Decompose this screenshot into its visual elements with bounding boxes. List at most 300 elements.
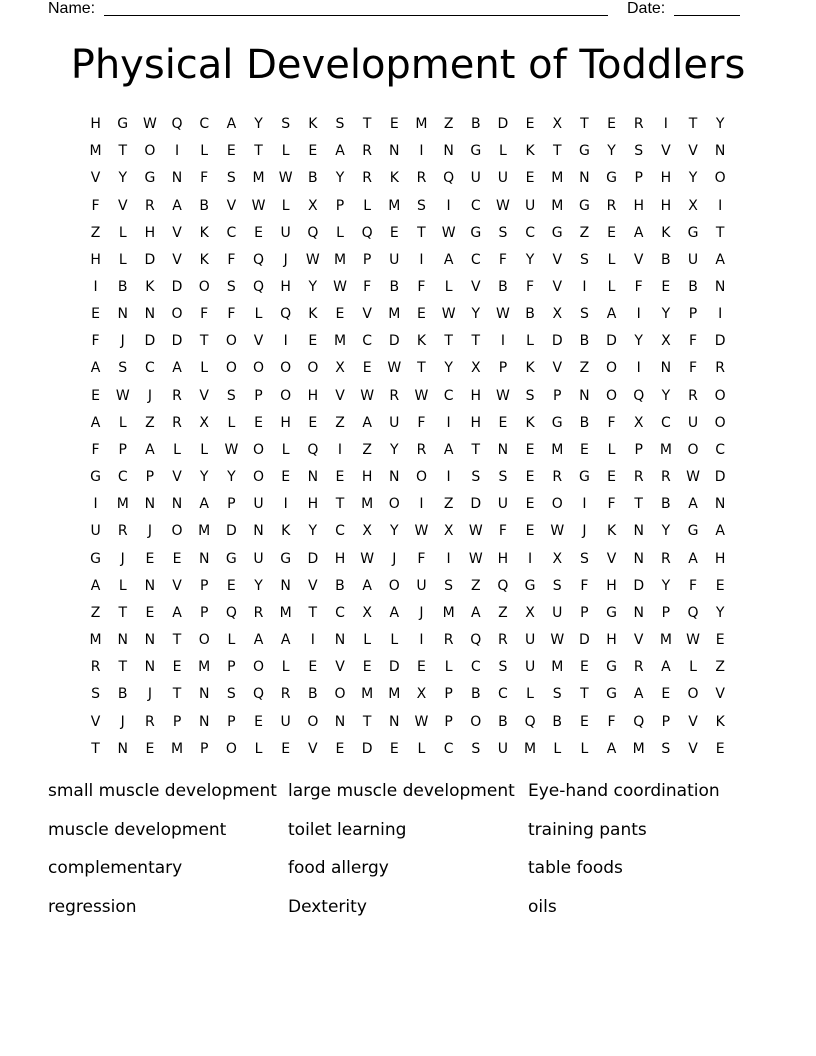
grid-letter: R — [633, 469, 644, 486]
grid-letter: K — [281, 523, 291, 540]
grid-letter: X — [308, 197, 318, 214]
grid-letter: T — [335, 496, 345, 513]
grid-letter: E — [579, 659, 589, 676]
grid-letter: S — [118, 360, 128, 377]
grid-letter: F — [417, 279, 426, 296]
grid-letter: Z — [579, 224, 590, 241]
grid-letter: H — [470, 414, 482, 431]
grid-letter: C — [362, 333, 373, 350]
word-bank-row — [48, 896, 768, 935]
grid-letter: L — [444, 659, 453, 676]
grid-letter: Y — [688, 170, 698, 187]
grid-letter: V — [688, 713, 698, 730]
grid-letter: G — [687, 523, 699, 540]
grid-letter: Q — [225, 604, 237, 621]
grid-letter: E — [525, 523, 535, 540]
grid-letter: P — [172, 713, 182, 730]
grid-letter: W — [414, 387, 429, 404]
grid-letter: R — [688, 387, 698, 404]
word-bank-row — [48, 780, 768, 819]
grid-letter: M — [388, 686, 401, 703]
grid-letter: M — [551, 659, 564, 676]
grid-letter: G — [144, 170, 156, 187]
grid-letter: L — [254, 740, 263, 757]
grid-letter: Z — [90, 604, 101, 621]
grid-letter: Z — [335, 414, 345, 431]
grid-letter: I — [419, 632, 424, 649]
grid-letter: W — [251, 197, 266, 214]
grid-letter: M — [415, 116, 428, 133]
grid-row — [82, 464, 734, 491]
date-blank-line — [674, 15, 740, 16]
grid-letter: D — [171, 279, 183, 296]
grid-letter: W — [414, 713, 429, 730]
grid-letter: U — [389, 251, 400, 268]
grid-letter: S — [579, 550, 589, 567]
grid-letter: T — [417, 224, 426, 241]
word-bank-item: regression — [48, 896, 137, 917]
grid-letter: I — [174, 143, 180, 160]
grid-letter: F — [498, 251, 507, 268]
grid-row — [82, 328, 734, 355]
grid-letter: T — [199, 333, 209, 350]
grid-letter: E — [417, 306, 426, 323]
grid-letter: A — [172, 197, 182, 214]
grid-letter: Y — [715, 116, 725, 133]
grid-letter: R — [443, 632, 454, 649]
grid-letter: E — [335, 306, 345, 323]
grid-letter: W — [441, 306, 456, 323]
grid-letter: S — [498, 469, 508, 486]
grid-letter: A — [90, 414, 101, 431]
grid-letter: Z — [145, 414, 155, 431]
grid-letter: A — [280, 632, 291, 649]
grid-letter: N — [117, 306, 128, 323]
grid-letter: R — [660, 550, 671, 567]
grid-letter: U — [524, 632, 536, 649]
grid-letter: L — [444, 279, 453, 296]
grid-letter: P — [661, 713, 671, 730]
grid-letter: V — [661, 143, 671, 160]
grid-letter: O — [714, 414, 726, 431]
grid-letter: B — [335, 577, 345, 594]
grid-letter: A — [145, 441, 155, 458]
grid-letter: R — [280, 686, 291, 703]
grid-letter: O — [606, 360, 618, 377]
grid-letter: W — [550, 632, 565, 649]
grid-letter: R — [715, 360, 726, 377]
grid-row — [82, 192, 734, 219]
grid-letter: N — [144, 632, 156, 649]
grid-letter: Q — [633, 387, 645, 404]
grid-row — [82, 111, 734, 138]
grid-letter: H — [470, 387, 482, 404]
grid-letter: C — [199, 116, 210, 133]
grid-letter: Z — [579, 360, 590, 377]
grid-letter: O — [415, 469, 427, 486]
grid-letter: K — [525, 414, 535, 431]
grid-letter: W — [333, 279, 347, 296]
grid-letter: Y — [444, 360, 453, 377]
grid-letter: V — [90, 170, 101, 187]
grid-letter: Z — [90, 224, 101, 241]
grid-letter: O — [144, 143, 156, 160]
grid-letter: L — [363, 197, 372, 214]
grid-letter: F — [91, 197, 100, 214]
grid-letter: E — [145, 550, 155, 567]
grid-letter: V — [335, 387, 345, 404]
grid-letter: A — [715, 251, 725, 268]
grid-letter: K — [308, 116, 318, 133]
grid-letter: G — [606, 686, 617, 703]
grid-letter: E — [389, 224, 399, 241]
grid-letter: G — [90, 550, 101, 567]
grid-letter: A — [90, 360, 101, 377]
grid-letter: A — [633, 224, 644, 241]
grid-letter: Y — [199, 469, 209, 486]
grid-letter: T — [254, 143, 263, 160]
grid-letter: A — [226, 116, 237, 133]
word-bank-item: Dexterity — [288, 896, 367, 917]
grid-letter: E — [389, 116, 399, 133]
grid-letter: H — [280, 279, 291, 296]
grid-letter: N — [171, 496, 183, 513]
grid-letter: L — [526, 686, 534, 703]
grid-letter: N — [633, 523, 644, 540]
grid-row — [82, 708, 734, 735]
grid-letter: V — [199, 387, 209, 404]
grid-letter: V — [606, 550, 617, 567]
grid-letter: Y — [715, 604, 725, 621]
grid-letter: B — [199, 197, 209, 214]
grid-letter: M — [551, 197, 564, 214]
grid-row — [82, 600, 734, 627]
grid-row — [82, 681, 734, 708]
grid-letter: P — [661, 604, 671, 621]
grid-letter: O — [470, 713, 482, 730]
grid-letter: E — [661, 279, 671, 296]
grid-letter: X — [552, 550, 563, 567]
grid-letter: V — [362, 306, 372, 323]
grid-letter: R — [145, 713, 155, 730]
grid-letter: U — [687, 251, 699, 268]
grid-letter: A — [335, 143, 345, 160]
grid-letter: B — [117, 686, 128, 703]
grid-letter: R — [362, 143, 372, 160]
grid-letter: E — [362, 659, 372, 676]
grid-letter: A — [253, 632, 264, 649]
grid-letter: N — [633, 550, 644, 567]
grid-letter: V — [308, 740, 318, 757]
grid-letter: A — [661, 659, 671, 676]
grid-letter: A — [443, 251, 454, 268]
grid-letter: P — [580, 604, 589, 621]
grid-letter: F — [607, 713, 616, 730]
grid-letter: L — [281, 659, 290, 676]
grid-letter: L — [526, 333, 534, 350]
grid-letter: Y — [390, 441, 399, 458]
grid-letter: M — [279, 604, 292, 621]
grid-letter: N — [253, 523, 264, 540]
grid-letter: A — [470, 604, 481, 621]
grid-letter: V — [688, 740, 698, 757]
grid-letter: H — [497, 550, 509, 567]
grid-letter: J — [147, 686, 152, 703]
grid-letter: S — [226, 279, 236, 296]
grid-letter: J — [147, 387, 152, 404]
grid-letter: L — [173, 441, 181, 458]
grid-letter: N — [497, 441, 509, 458]
grid-letter: N — [144, 496, 156, 513]
grid-letter: C — [498, 686, 508, 703]
grid-letter: Y — [118, 170, 128, 187]
grid-letter: G — [280, 550, 292, 567]
grid-letter: E — [362, 360, 372, 377]
grid-letter: O — [198, 632, 210, 649]
grid-letter: E — [254, 414, 263, 431]
grid-letter: D — [361, 740, 373, 757]
grid-letter: Q — [497, 577, 509, 594]
grid-letter: C — [226, 224, 237, 241]
grid-letter: W — [278, 170, 293, 187]
grid-letter: H — [660, 170, 672, 187]
grid-letter: R — [416, 441, 427, 458]
grid-letter: U — [497, 740, 509, 757]
grid-letter: N — [198, 713, 210, 730]
grid-letter: B — [470, 686, 481, 703]
grid-letter: H — [90, 251, 101, 268]
grid-row — [82, 654, 734, 681]
grid-letter: Y — [471, 306, 481, 323]
grid-letter: D — [606, 333, 617, 350]
grid-letter: X — [362, 523, 372, 540]
grid-letter: I — [446, 550, 451, 567]
grid-letter: R — [145, 197, 155, 214]
grid-letter: T — [172, 632, 182, 649]
grid-letter: P — [688, 306, 698, 323]
grid-letter: S — [579, 251, 589, 268]
grid-letter: M — [388, 197, 401, 214]
grid-letter: N — [334, 713, 346, 730]
grid-letter: J — [120, 333, 125, 350]
grid-letter: O — [225, 333, 237, 350]
grid-letter: Q — [253, 686, 265, 703]
grid-row — [82, 383, 734, 410]
word-bank-row — [48, 819, 768, 858]
grid-letter: A — [362, 414, 372, 431]
grid-letter: M — [171, 740, 184, 757]
grid-letter: E — [308, 659, 318, 676]
grid-letter: O — [198, 279, 210, 296]
grid-letter: D — [225, 523, 237, 540]
grid-letter: B — [688, 279, 698, 296]
grid-letter: V — [633, 251, 644, 268]
grid-letter: I — [419, 143, 424, 160]
grid-letter: J — [147, 523, 152, 540]
grid-letter: W — [142, 116, 157, 133]
grid-letter: C — [470, 251, 481, 268]
grid-letter: O — [334, 686, 346, 703]
grid-letter: C — [335, 523, 345, 540]
grid-letter: R — [633, 116, 644, 133]
grid-letter: E — [91, 306, 100, 323]
grid-letter: G — [687, 224, 699, 241]
grid-letter: L — [417, 740, 426, 757]
grid-row — [82, 274, 734, 301]
word-bank-item: training pants — [528, 819, 647, 840]
grid-letter: Y — [607, 143, 616, 160]
grid-letter: S — [552, 686, 562, 703]
grid-letter: T — [580, 116, 589, 133]
word-bank-item: table foods — [528, 858, 623, 878]
grid-letter: M — [252, 170, 265, 187]
grid-letter: V — [308, 577, 318, 594]
grid-letter: Y — [254, 577, 263, 594]
grid-letter: Z — [443, 496, 454, 513]
grid-letter: N — [714, 143, 726, 160]
grid-letter: R — [172, 387, 182, 404]
grid-letter: I — [419, 251, 424, 268]
grid-letter: O — [307, 713, 319, 730]
grid-letter: L — [607, 251, 616, 268]
grid-letter: B — [470, 116, 481, 133]
grid-letter: G — [578, 143, 590, 160]
grid-letter: K — [606, 523, 617, 540]
grid-row — [82, 301, 734, 328]
grid-letter: F — [363, 279, 372, 296]
grid-letter: F — [417, 414, 426, 431]
grid-letter: L — [390, 632, 399, 649]
grid-letter: V — [552, 251, 563, 268]
grid-letter: R — [389, 387, 400, 404]
grid-letter: L — [607, 441, 616, 458]
grid-letter: P — [498, 360, 508, 377]
grid-row — [82, 437, 734, 464]
grid-letter: M — [333, 251, 347, 268]
grid-letter: Y — [335, 170, 345, 187]
grid-letter: M — [659, 441, 672, 458]
grid-letter: Y — [390, 523, 399, 540]
grid-letter: S — [552, 577, 562, 594]
grid-letter: Q — [470, 632, 482, 649]
grid-letter: Q — [307, 441, 319, 458]
grid-letter: G — [551, 224, 563, 241]
grid-letter: O — [280, 360, 292, 377]
grid-letter: S — [226, 170, 236, 187]
grid-letter: N — [660, 360, 672, 377]
grid-letter: S — [498, 224, 508, 241]
grid-letter: E — [715, 577, 725, 594]
header-row — [48, 0, 740, 20]
grid-letter: I — [93, 496, 98, 513]
grid-letter: L — [118, 577, 127, 594]
grid-letter: K — [145, 279, 155, 296]
grid-letter: E — [525, 116, 535, 133]
grid-letter: E — [172, 550, 182, 567]
grid-letter: K — [199, 251, 209, 268]
grid-letter: A — [633, 686, 644, 703]
date-label: Date: — [627, 0, 666, 17]
grid-letter: O — [714, 170, 726, 187]
page-title: Physical Development of Toddlers — [70, 42, 746, 88]
grid-row — [82, 736, 734, 763]
grid-letter: X — [362, 604, 372, 621]
grid-letter: O — [388, 496, 400, 513]
grid-letter: C — [145, 360, 155, 377]
grid-letter: W — [686, 632, 700, 649]
grid-letter: O — [253, 469, 265, 486]
grid-letter: G — [470, 143, 482, 160]
grid-letter: T — [118, 143, 128, 160]
grid-letter: I — [636, 306, 641, 323]
grid-letter: D — [171, 333, 183, 350]
grid-letter: F — [498, 523, 507, 540]
grid-letter: Y — [525, 251, 535, 268]
grid-letter: M — [551, 441, 564, 458]
grid-letter: T — [552, 143, 562, 160]
grid-letter: N — [579, 170, 590, 187]
grid-letter: W — [550, 523, 565, 540]
word-bank — [48, 780, 768, 934]
grid-letter: U — [497, 170, 509, 187]
grid-letter: M — [442, 604, 455, 621]
grid-letter: L — [553, 740, 562, 757]
name-blank-line — [104, 15, 608, 16]
grid-letter: A — [90, 577, 101, 594]
grid-letter: E — [226, 143, 236, 160]
grid-letter: E — [715, 740, 725, 757]
grid-letter: N — [144, 659, 156, 676]
grid-letter: G — [524, 577, 536, 594]
grid-letter: H — [606, 632, 617, 649]
grid-letter: T — [688, 116, 698, 133]
word-bank-item: oils — [528, 896, 557, 917]
grid-letter: T — [471, 333, 481, 350]
grid-letter: H — [280, 414, 291, 431]
grid-letter: F — [417, 550, 426, 567]
word-bank-row — [48, 857, 768, 896]
grid-letter: E — [607, 116, 616, 133]
word-bank-item: Eye-hand coordination — [528, 781, 720, 801]
grid-letter: M — [524, 740, 537, 757]
grid-letter: T — [444, 333, 453, 350]
grid-letter: F — [607, 496, 616, 513]
grid-letter: W — [360, 387, 375, 404]
grid-row — [82, 220, 734, 247]
grid-letter: N — [307, 469, 319, 486]
grid-letter: O — [307, 360, 319, 377]
grid-letter: B — [308, 170, 318, 187]
grid-letter: X — [661, 333, 671, 350]
grid-letter: F — [91, 333, 100, 350]
grid-letter: X — [416, 686, 427, 703]
grid-letter: T — [362, 713, 372, 730]
grid-letter: H — [606, 577, 617, 594]
grid-letter: P — [145, 469, 155, 486]
grid-letter: V — [117, 197, 128, 214]
grid-letter: E — [335, 740, 345, 757]
grid-letter: V — [172, 251, 182, 268]
grid-letter: X — [525, 604, 535, 621]
grid-letter: S — [471, 469, 481, 486]
grid-letter: E — [525, 441, 535, 458]
grid-letter: V — [335, 659, 345, 676]
grid-letter: L — [118, 251, 127, 268]
grid-letter: H — [714, 550, 726, 567]
grid-letter: S — [226, 686, 236, 703]
grid-letter: J — [392, 550, 397, 567]
grid-letter: B — [552, 713, 563, 730]
